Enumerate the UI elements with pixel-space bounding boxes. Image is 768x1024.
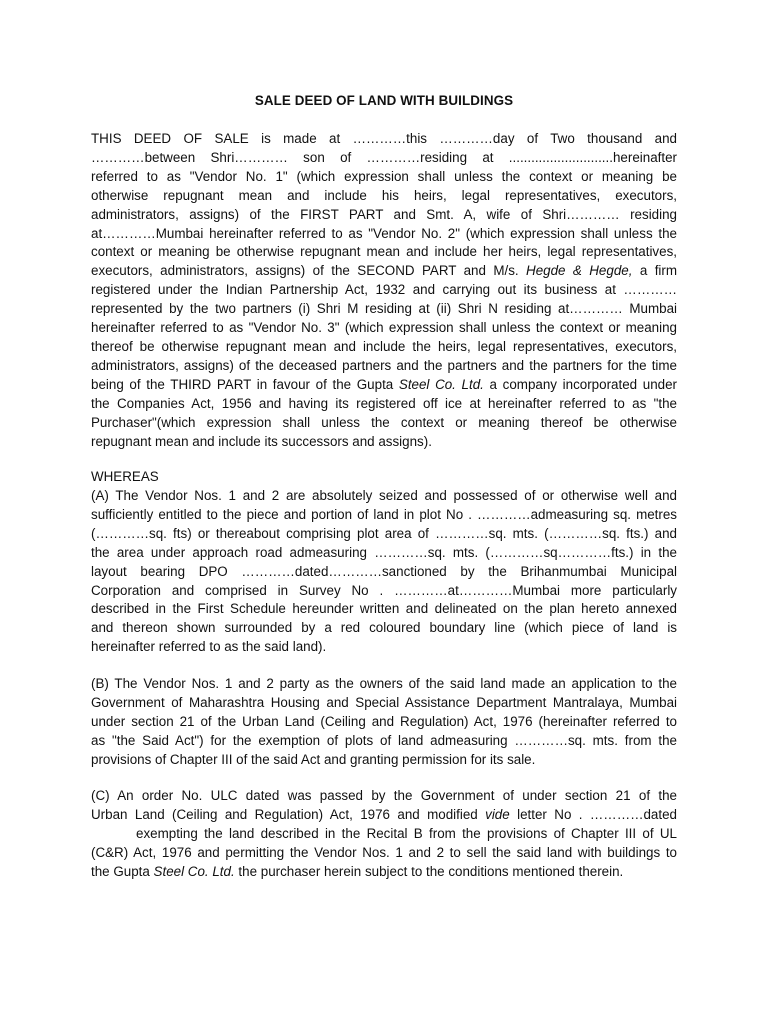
paragraph-line: the Gupta Steel Co. Ltd. the purchaser herein subject to the conditions mentioned therein. [91,863,624,879]
paragraph-line: administrators, assigns) of the FIRST PART and Smt. A, wife of Shri………… residing [91,206,677,222]
paragraph-line: the area under approach road admeasuring …………sq. mts. (…………sq…………fts.) in the [91,544,677,560]
paragraph-line: and thereon shown surrounded by a red coloured boundary line (which piece of land is [91,620,677,636]
paragraph-line: (…………sq. fts) or thereabout comprising plot area of …………sq. mts. (…………sq. fts.) and [91,525,677,541]
document-title: SALE DEED OF LAND WITH BUILDINGS [254,93,514,108]
recital-a-paragraph [91,487,677,657]
paragraph-line: Urban Land (Ceiling and Regulation) Act, 1976 and modified vide letter No . …………dated [91,806,677,822]
paragraph-line: layout bearing DPO …………dated…………sanctioned by the Brihanmumbai Municipal [91,563,677,579]
paragraph-line: otherwise repugnant mean and include his heirs, legal representatives, executors, [91,187,677,203]
paragraph-line: administrators, assigns) of the deceased partners and the partners and the partners for the time [91,357,677,373]
paragraph-line: at…………Mumbai hereinafter referred to as "Vendor No. 2" (which expression shall unless the [91,225,677,241]
paragraph-line: Purchaser"(which expression shall unless the context or meaning thereof be otherwise [91,414,677,430]
paragraph-line: (C&R) Act, 1976 and permitting the Vendor Nos. 1 and 2 to sell the said land with buildings to [91,844,677,860]
paragraph-line: context or meaning be otherwise repugnant mean and include her heirs, legal representatives, [91,244,677,260]
paragraph-line: being of the THIRD PART in favour of the Gupta Steel Co. Ltd. a company incorporated under [91,376,677,392]
paragraph-line: THIS DEED OF SALE is made at …………this …………day of Two thousand and [91,131,677,146]
paragraph-line: repugnant mean and include its successors and assigns). [91,433,432,449]
paragraph-line: described in the First Schedule hereunder written and delineated on the plan hereto annexed [91,601,677,617]
paragraph-line: under section 21 of the Urban Land (Ceiling and Regulation) Act, 1976 (hereinafter referred to [91,713,677,729]
paragraph-line: hereinafter referred to as "Vendor No. 3" (which expression shall unless the context or meaning [91,320,677,336]
paragraph-line: hereinafter referred to as the said land). [91,639,327,655]
paragraph-line: thereof be otherwise repugnant mean and include the heirs, legal representatives, executors, [91,338,677,354]
paragraph-line: sufficiently entitled to the piece and portion of land in plot No . …………admeasuring sq. metres [91,506,677,522]
recital-b-paragraph [91,675,677,770]
paragraph-line: (C) An order No. ULC dated was passed by the Government of under section 21 of the [91,788,677,803]
paragraph-line: represented by the two partners (i) Shri M residing at (ii) Shri N residing at………… Mumbai [91,301,677,317]
paragraph-line: Corporation and comprised in Survey No . …………at…………Mumbai more particularly [91,582,677,598]
paragraph-line: …………between Shri………… son of …………residing at ............................hereinafter [91,149,677,165]
opening-paragraph [91,130,677,451]
paragraph-line: (A) The Vendor Nos. 1 and 2 are absolutely seized and possessed of or otherwise well and [91,488,677,503]
paragraph-line: referred to as "Vendor No. 1" (which expression shall unless the context or meaning be [91,168,677,184]
whereas-label: WHEREAS [91,469,159,484]
paragraph-line: as "the Said Act") for the exemption of plots of land admeasuring …………sq. mts. from the [91,732,677,748]
paragraph-line: executors, administrators, assigns) of the SECOND PART and M/s. Hegde & Hegde, a firm [91,263,678,279]
paragraph-line: provisions of Chapter III of the said Act and granting permission for its sale. [91,751,536,767]
paragraph-line: exempting the land described in the Recital B from the provisions of Chapter III of UL [136,825,677,841]
paragraph-line: Government of Maharashtra Housing and Special Assistance Department Mantralaya, Mumbai [91,694,677,710]
recital-c-paragraph [91,787,677,882]
paragraph-line: (B) The Vendor Nos. 1 and 2 party as the owners of the said land made an application to the [91,676,677,691]
paragraph-line: the Companies Act, 1956 and having its registered off ice at hereinafter referred to as "the [91,395,677,411]
whereas-heading [91,468,677,487]
paragraph-line: registered under the Indian Partnership Act, 1932 and carrying out its business at ………… [91,282,677,298]
